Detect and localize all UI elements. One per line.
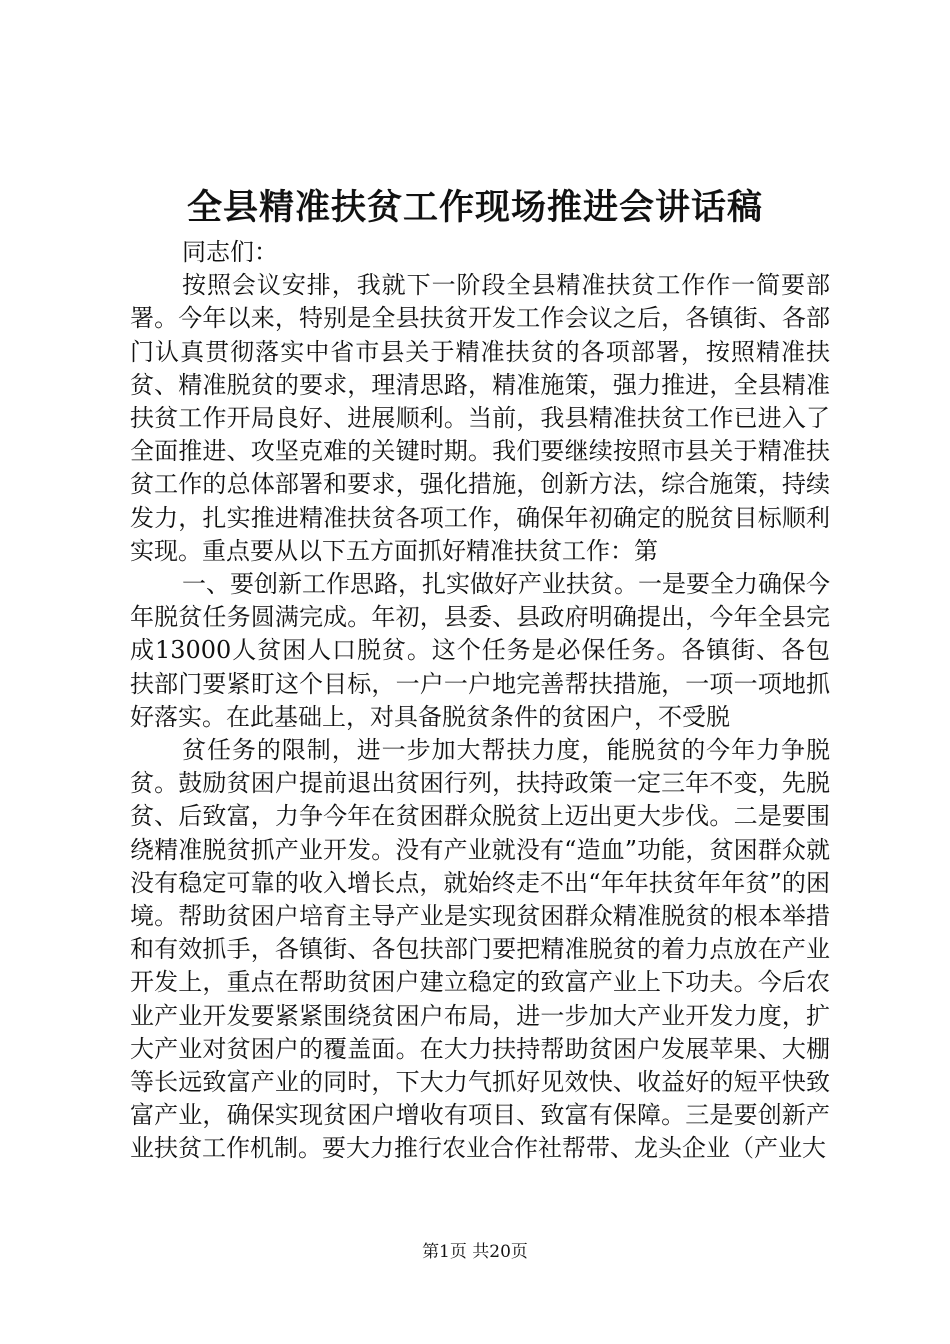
- body-paragraph: 一、要创新工作思路，扎实做好产业扶贫。一是要全力确保今年脱贫任务圆满完成。年初，县委、县政府明确提出，今年全县完成13000人贫困人口脱贫。这个任务是必保任务。各镇街、各包扶部门要紧盯这个目标，一户一户地完善帮扶措施，一项一项地抓好落实。在此基础上，对具备脱贫条件的贫困户，不受脱: [130, 570, 830, 731]
- document-title: 全县精准扶贫工作现场推进会讲话稿: [186, 187, 763, 228]
- document-body: [130, 236, 830, 1166]
- salutation-paragraph: 同志们：: [182, 238, 278, 266]
- page-footer: 第1页 共20页: [422, 1242, 528, 1262]
- body-paragraph: 按照会议安排，我就下一阶段全县精准扶贫工作作一简要部署。今年以来，特别是全县扶贫开发工作会议之后，各镇街、各部门认真贯彻落实中省市县关于精准扶贫的各项部署，按照精准扶贫、精准脱贫的要求，理清思路，精准施策，强力推进，全县精准扶贫工作开局良好、进展顺利。当前，我县精准扶贫工作已进入了全面推进、攻坚克难的关键时期。我们要继续按照市县关于精准扶贫工作的总体部署和要求，强化措施，创新方法，综合施策，持续发力，扎实推进精准扶贫各项工作，确保年初确定的脱贫目标顺利实现。重点要从以下五方面抓好精准扶贫工作：第: [130, 271, 830, 565]
- body-paragraph: 贫任务的限制，进一步加大帮扶力度，能脱贫的今年力争脱贫。鼓励贫困户提前退出贫困行列，扶持政策一定三年不变，先脱贫、后致富，力争今年在贫困群众脱贫上迈出更大步伐。二是要围绕精准脱贫抓产业开发。没有产业就没有“造血”功能，贫困群众就没有稳定可靠的收入增长点，就始终走不出“年年扶贫年年贫”的困境。帮助贫困户培育主导产业是实现贫困群众精准脱贫的根本举措和有效抓手，各镇街、各包扶部门要把精准脱贫的着力点放在产业开发上，重点在帮助贫困户建立稳定的致富产业上下功夫。今后农业产业开发要紧紧围绕贫困户布局，进一步加大产业开发力度，扩大产业对贫困户的覆盖面。在大力扶持帮助贫困户发展苹果、大棚等长远致富产业的同时，下大力气抓好见效快、收益好的短平快致富产业，确保实现贫困户增收有项目、致富有保障。三是要创新产业扶贫工作机制。要大力推行农业合作社帮带、龙头企业（产业大: [130, 736, 830, 1163]
